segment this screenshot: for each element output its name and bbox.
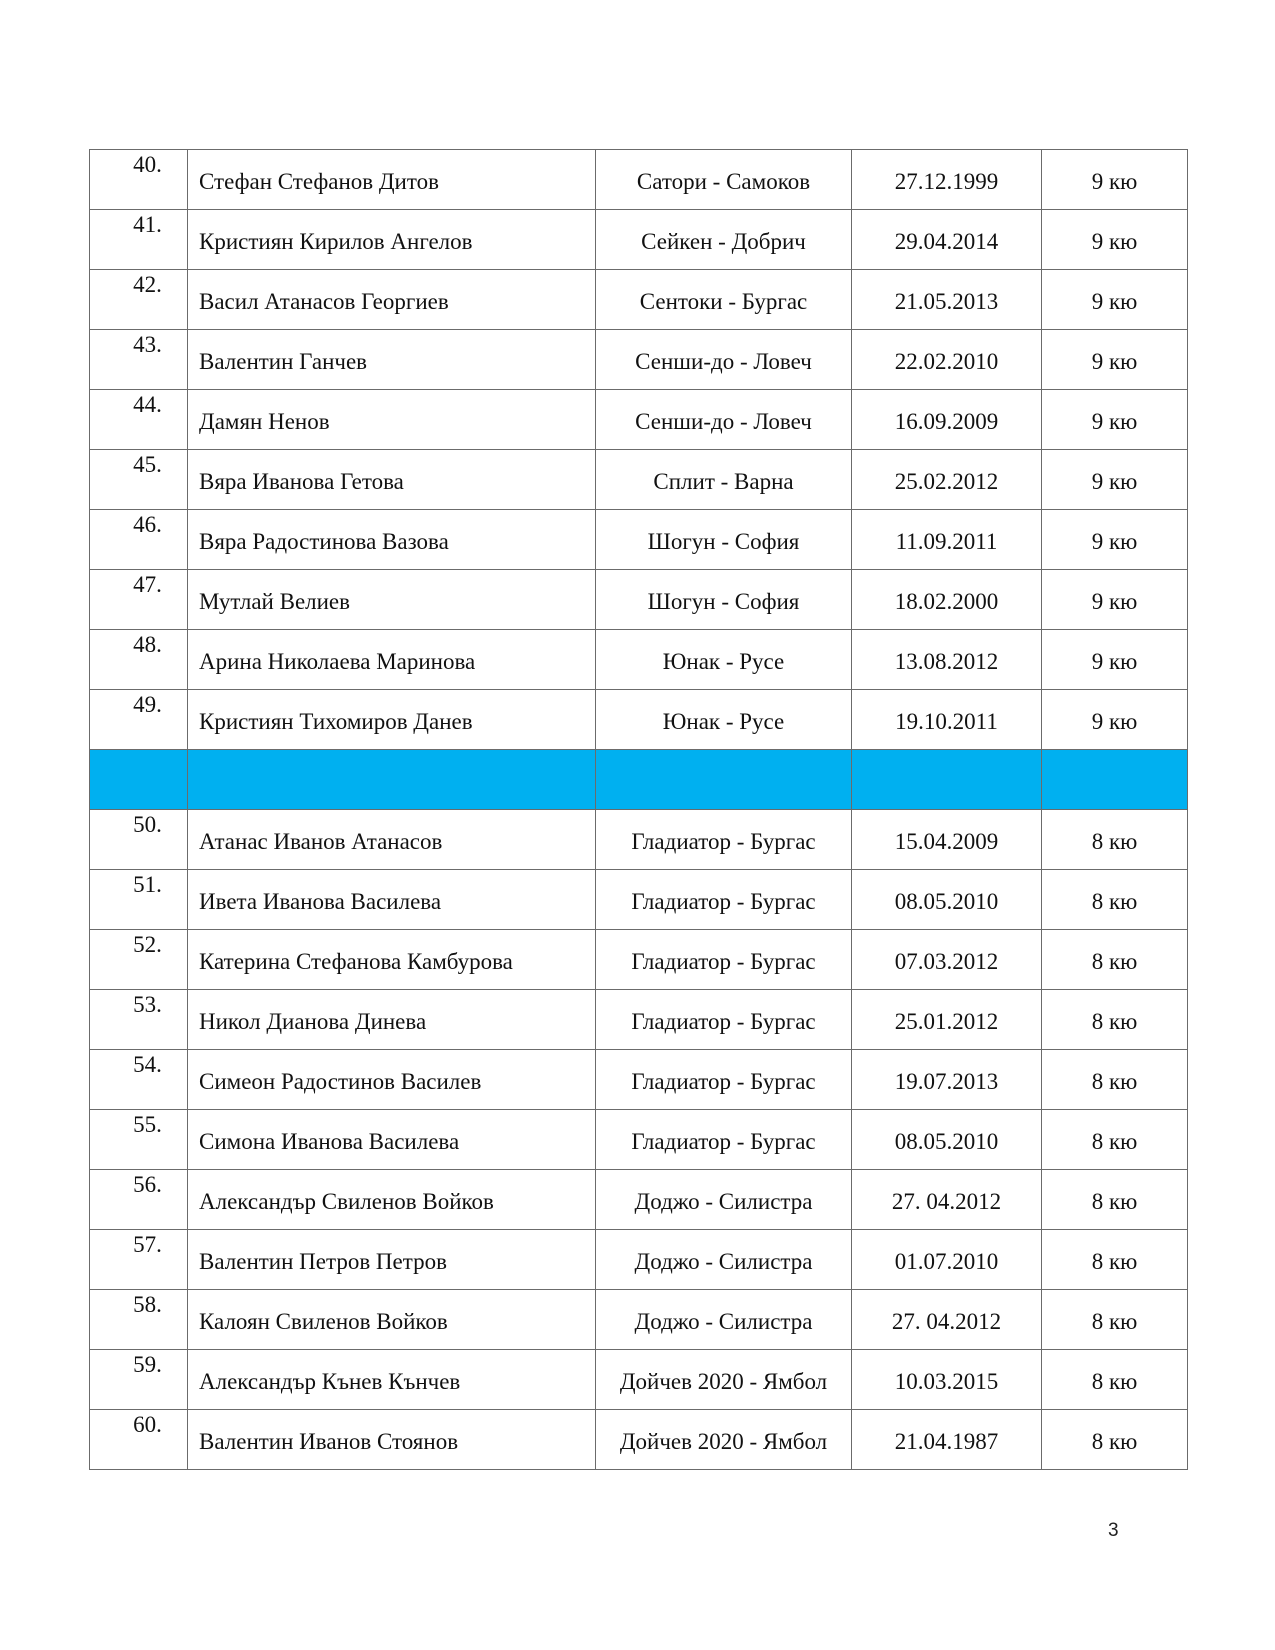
rank-grade: 9 кю [1042, 510, 1188, 570]
rank-grade: 8 кю [1042, 810, 1188, 870]
athlete-name: Кристиян Кирилов Ангелов [188, 210, 596, 270]
table-separator [90, 750, 1188, 810]
row-number: 57. [90, 1230, 188, 1290]
separator-cell [852, 750, 1042, 810]
row-number: 44. [90, 390, 188, 450]
table-row [90, 210, 1188, 270]
athlete-name: Никол Дианова Динева [188, 990, 596, 1050]
athlete-name: Мутлай Велиев [188, 570, 596, 630]
row-number: 47. [90, 570, 188, 630]
birth-date: 27. 04.2012 [852, 1290, 1042, 1350]
athlete-name: Валентин Петров Петров [188, 1230, 596, 1290]
table-row [90, 1290, 1188, 1350]
athlete-name: Валентин Иванов Стоянов [188, 1410, 596, 1470]
row-number: 49. [90, 690, 188, 750]
rank-grade: 9 кю [1042, 330, 1188, 390]
birth-date: 22.02.2010 [852, 330, 1042, 390]
club-name: Шогун - София [596, 570, 852, 630]
table-row [90, 270, 1188, 330]
row-number: 40. [90, 150, 188, 210]
club-name: Доджо - Силистра [596, 1290, 852, 1350]
table-row [90, 990, 1188, 1050]
row-number: 50. [90, 810, 188, 870]
table-row [90, 810, 1188, 870]
table-row [90, 570, 1188, 630]
club-name: Юнак - Русе [596, 690, 852, 750]
table-row [90, 330, 1188, 390]
birth-date: 27.12.1999 [852, 150, 1042, 210]
rank-grade: 9 кю [1042, 450, 1188, 510]
athlete-name: Атанас Иванов Атанасов [188, 810, 596, 870]
club-name: Дойчев 2020 - Ямбол [596, 1410, 852, 1470]
separator-cell [90, 750, 188, 810]
athlete-name: Стефан Стефанов Дитов [188, 150, 596, 210]
club-name: Сенши-до - Ловеч [596, 390, 852, 450]
rank-grade: 8 кю [1042, 870, 1188, 930]
rank-grade: 9 кю [1042, 630, 1188, 690]
club-name: Сатори - Самоков [596, 150, 852, 210]
club-name: Сенши-до - Ловеч [596, 330, 852, 390]
club-name: Доджо - Силистра [596, 1170, 852, 1230]
table-row [90, 390, 1188, 450]
birth-date: 19.10.2011 [852, 690, 1042, 750]
club-name: Гладиатор - Бургас [596, 990, 852, 1050]
rank-grade: 8 кю [1042, 930, 1188, 990]
separator-cell [596, 750, 852, 810]
rank-grade: 8 кю [1042, 1290, 1188, 1350]
table-row [90, 1350, 1188, 1410]
athlete-name: Ивета Иванова Василева [188, 870, 596, 930]
club-name: Гладиатор - Бургас [596, 930, 852, 990]
club-name: Сейкен - Добрич [596, 210, 852, 270]
participants-table [89, 149, 1188, 1470]
rank-grade: 8 кю [1042, 1410, 1188, 1470]
row-number: 55. [90, 1110, 188, 1170]
row-number: 41. [90, 210, 188, 270]
row-number: 42. [90, 270, 188, 330]
athlete-name: Александър Кънев Кънчев [188, 1350, 596, 1410]
rank-grade: 9 кю [1042, 690, 1188, 750]
rank-grade: 9 кю [1042, 570, 1188, 630]
separator-row [90, 750, 1188, 810]
club-name: Гладиатор - Бургас [596, 810, 852, 870]
birth-date: 25.02.2012 [852, 450, 1042, 510]
rank-grade: 8 кю [1042, 1170, 1188, 1230]
table-row [90, 150, 1188, 210]
table-row [90, 1170, 1188, 1230]
athlete-name: Катерина Стефанова Камбурова [188, 930, 596, 990]
row-number: 59. [90, 1350, 188, 1410]
birth-date: 13.08.2012 [852, 630, 1042, 690]
athlete-name: Вяра Иванова Гетова [188, 450, 596, 510]
row-number: 46. [90, 510, 188, 570]
table-row [90, 870, 1188, 930]
athlete-name: Вяра Радостинова Вазова [188, 510, 596, 570]
club-name: Юнак - Русе [596, 630, 852, 690]
birth-date: 08.05.2010 [852, 1110, 1042, 1170]
birth-date: 19.07.2013 [852, 1050, 1042, 1110]
club-name: Гладиатор - Бургас [596, 1050, 852, 1110]
rank-grade: 9 кю [1042, 210, 1188, 270]
rank-grade: 8 кю [1042, 1230, 1188, 1290]
row-number: 56. [90, 1170, 188, 1230]
athlete-name: Симеон Радостинов Василев [188, 1050, 596, 1110]
club-name: Сплит - Варна [596, 450, 852, 510]
rank-grade: 9 кю [1042, 150, 1188, 210]
rank-grade: 8 кю [1042, 1350, 1188, 1410]
club-name: Доджо - Силистра [596, 1230, 852, 1290]
row-number: 43. [90, 330, 188, 390]
athlete-name: Калоян Свиленов Войков [188, 1290, 596, 1350]
row-number: 48. [90, 630, 188, 690]
rank-grade: 8 кю [1042, 1110, 1188, 1170]
table-row [90, 630, 1188, 690]
athlete-name: Александър Свиленов Войков [188, 1170, 596, 1230]
rank-grade: 8 кю [1042, 1050, 1188, 1110]
club-name: Гладиатор - Бургас [596, 1110, 852, 1170]
birth-date: 15.04.2009 [852, 810, 1042, 870]
table-body-bottom [90, 810, 1188, 1470]
birth-date: 21.04.1987 [852, 1410, 1042, 1470]
birth-date: 27. 04.2012 [852, 1170, 1042, 1230]
athlete-name: Дамян Ненов [188, 390, 596, 450]
birth-date: 07.03.2012 [852, 930, 1042, 990]
birth-date: 29.04.2014 [852, 210, 1042, 270]
club-name: Дойчев 2020 - Ямбол [596, 1350, 852, 1410]
birth-date: 21.05.2013 [852, 270, 1042, 330]
table-row [90, 1410, 1188, 1470]
row-number: 51. [90, 870, 188, 930]
birth-date: 08.05.2010 [852, 870, 1042, 930]
birth-date: 25.01.2012 [852, 990, 1042, 1050]
row-number: 60. [90, 1410, 188, 1470]
rank-grade: 8 кю [1042, 990, 1188, 1050]
table-row [90, 450, 1188, 510]
club-name: Гладиатор - Бургас [596, 870, 852, 930]
table-row [90, 690, 1188, 750]
athlete-name: Васил Атанасов Георгиев [188, 270, 596, 330]
row-number: 54. [90, 1050, 188, 1110]
club-name: Шогун - София [596, 510, 852, 570]
club-name: Сентоки - Бургас [596, 270, 852, 330]
table-row [90, 510, 1188, 570]
rank-grade: 9 кю [1042, 390, 1188, 450]
birth-date: 16.09.2009 [852, 390, 1042, 450]
row-number: 52. [90, 930, 188, 990]
page-number: 3 [1108, 1520, 1119, 1541]
separator-cell [1042, 750, 1188, 810]
table-row [90, 1230, 1188, 1290]
table-row [90, 1110, 1188, 1170]
birth-date: 18.02.2000 [852, 570, 1042, 630]
table-row [90, 930, 1188, 990]
row-number: 53. [90, 990, 188, 1050]
rank-grade: 9 кю [1042, 270, 1188, 330]
birth-date: 01.07.2010 [852, 1230, 1042, 1290]
athlete-name: Симона Иванова Василева [188, 1110, 596, 1170]
row-number: 45. [90, 450, 188, 510]
table-row [90, 1050, 1188, 1110]
athlete-name: Арина Николаева Маринова [188, 630, 596, 690]
separator-cell [188, 750, 596, 810]
birth-date: 11.09.2011 [852, 510, 1042, 570]
athlete-name: Валентин Ганчев [188, 330, 596, 390]
row-number: 58. [90, 1290, 188, 1350]
athlete-name: Кристиян Тихомиров Данев [188, 690, 596, 750]
birth-date: 10.03.2015 [852, 1350, 1042, 1410]
table-body-top [90, 150, 1188, 750]
